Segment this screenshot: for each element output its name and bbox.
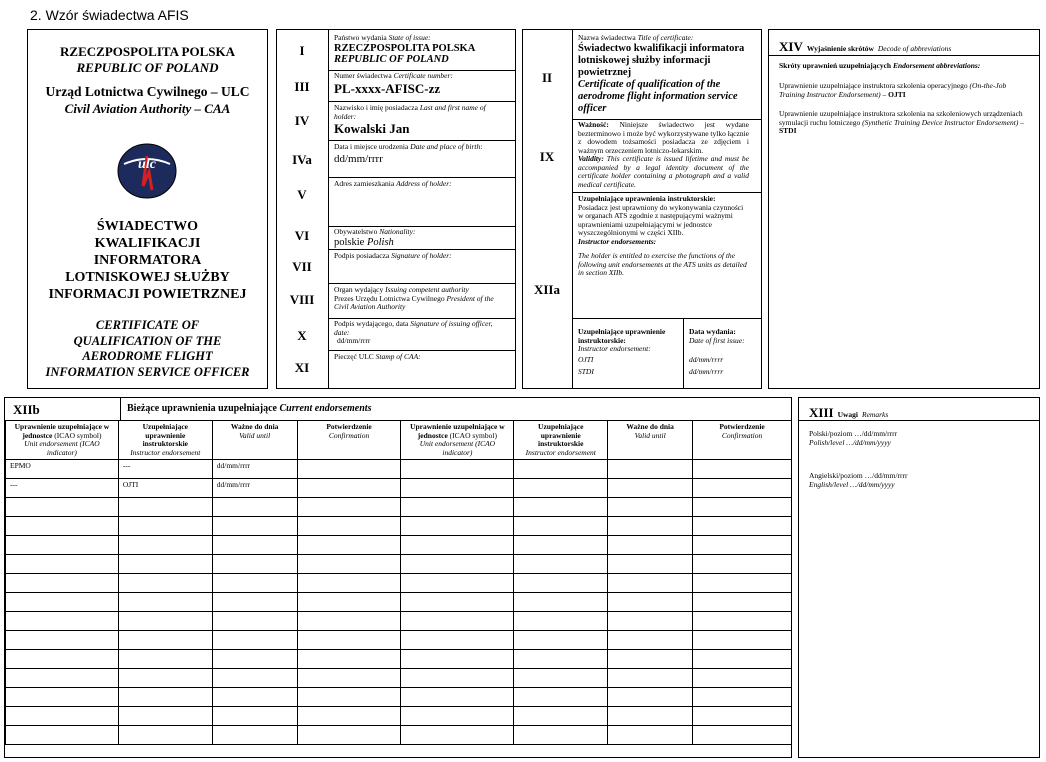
table-cell[interactable]: [693, 574, 792, 593]
table-cell[interactable]: [514, 688, 608, 707]
table-row: [6, 612, 792, 631]
remark-english: Angielski/poziom …/dd/mm/rrrr English/level …/dd/mm/yyyy: [809, 471, 908, 489]
roman-xiia: XIIa: [533, 282, 560, 297]
table-cell[interactable]: [212, 536, 297, 555]
table-row: [6, 479, 792, 498]
roman-i: I: [299, 43, 305, 58]
date-col-header: Data wydania: Date of first issue:: [689, 327, 745, 345]
table-cell[interactable]: [514, 574, 608, 593]
table-cell[interactable]: [118, 688, 212, 707]
table-cell[interactable]: [297, 669, 401, 688]
table-cell[interactable]: [6, 726, 119, 745]
table-cell[interactable]: [401, 517, 514, 536]
table-cell[interactable]: [6, 707, 119, 726]
table-cell[interactable]: [118, 650, 212, 669]
cover-panel: [27, 29, 268, 389]
table-cell[interactable]: [401, 593, 514, 612]
table-cell[interactable]: [6, 650, 119, 669]
table-cell[interactable]: [693, 479, 792, 498]
table-cell[interactable]: [297, 593, 401, 612]
table-cell[interactable]: [401, 460, 514, 479]
table-cell[interactable]: [608, 669, 693, 688]
table-cell[interactable]: [297, 498, 401, 517]
table-cell[interactable]: [608, 631, 693, 650]
table-cell[interactable]: [608, 479, 693, 498]
roman-vi: VI: [294, 228, 310, 243]
table-row: [6, 631, 792, 650]
table-cell[interactable]: [212, 688, 297, 707]
table-cell[interactable]: [118, 555, 212, 574]
remark-polish: Polski/poziom …/dd/mm/rrrr Polish/level …/dd/mm/yyyy: [809, 429, 898, 447]
roman-x: X: [297, 328, 307, 343]
table-row: [6, 574, 792, 593]
abbrev-title: XIV Wyjaśnienie skrótów Decode of abbreviations: [779, 39, 952, 54]
table-cell[interactable]: [297, 650, 401, 669]
instructor-row-1-date: dd/mm/rrrr: [689, 355, 724, 364]
ulc-logo: [116, 142, 178, 200]
table-row: [6, 707, 792, 726]
table-cell[interactable]: [6, 498, 119, 517]
column-header: Uprawnienie uzupełniające w jednostce (ICAO symbol) Unit endorsement (ICAO indicator): [401, 421, 514, 460]
roman-ii: II: [541, 70, 553, 85]
holder-panel: [276, 29, 516, 389]
table-cell[interactable]: [401, 555, 514, 574]
instructor-row-2-date: dd/mm/rrrr: [689, 367, 724, 376]
table-row: [6, 726, 792, 745]
table-cell[interactable]: ---: [118, 460, 212, 479]
table-cell[interactable]: [401, 498, 514, 517]
table-cell[interactable]: [118, 726, 212, 745]
table-cell[interactable]: [401, 536, 514, 555]
table-row: [6, 688, 792, 707]
roman-vii: VII: [292, 259, 312, 274]
title-pl: ŚWIADECTWO KWALIFIKACJI INFORMATORA LOTNISKOWEJ SŁUŻBY INFORMACJI POWIETRZNEJ: [48, 219, 247, 302]
table-cell[interactable]: [608, 707, 693, 726]
table-cell[interactable]: [212, 498, 297, 517]
column-header: Potwierdzenie Confirmation: [693, 421, 792, 460]
table-cell[interactable]: [118, 498, 212, 517]
table-cell[interactable]: [118, 669, 212, 688]
instructor-row-2: STDI: [578, 367, 594, 376]
table-cell[interactable]: [693, 460, 792, 479]
table-cell[interactable]: [6, 555, 119, 574]
table-cell[interactable]: [212, 555, 297, 574]
xiib-title: Bieżące uprawnienia uzupełniające Current endorsements: [127, 403, 372, 414]
field-validity: Ważność: Niniejsze świadectwo jest wydane bezterminowo i może być wykorzystywane tylko łącznie z dowodem tożsamości posiadacza ze zdjęciem i ważnym orzeczeniem lotniczo-lekarskim. Validity: This certificate is issued lifetime and must be accompanied by a legal identity document of the certificate holder containing a photograph and a valid medical certificate.: [578, 120, 749, 189]
table-cell[interactable]: [514, 612, 608, 631]
table-cell[interactable]: [6, 517, 119, 536]
table-cell[interactable]: [212, 574, 297, 593]
table-cell[interactable]: [693, 688, 792, 707]
column-header: Ważne do dnia Valid until: [212, 421, 297, 460]
table-row: [6, 460, 792, 479]
table-cell[interactable]: [212, 650, 297, 669]
table-cell[interactable]: [514, 460, 608, 479]
column-header: Potwierdzenie Confirmation: [297, 421, 401, 460]
authority-en: Civil Aviation Authority – CAA: [64, 101, 231, 116]
table-cell[interactable]: [514, 631, 608, 650]
roman-xi: XI: [294, 360, 310, 375]
table-cell[interactable]: [6, 631, 119, 650]
table-cell[interactable]: [118, 612, 212, 631]
table-cell[interactable]: [118, 536, 212, 555]
table-cell[interactable]: [297, 479, 401, 498]
table-cell[interactable]: [608, 517, 693, 536]
table-cell[interactable]: [514, 650, 608, 669]
table-cell[interactable]: [297, 574, 401, 593]
table-cell[interactable]: [401, 631, 514, 650]
table-cell[interactable]: [212, 669, 297, 688]
table-cell[interactable]: [401, 612, 514, 631]
page-heading: 2. Wzór świadectwa AFIS: [30, 7, 189, 23]
table-cell[interactable]: [514, 498, 608, 517]
republic-pl: RZECZPOSPOLITA POLSKA: [60, 44, 235, 59]
table-cell[interactable]: [297, 517, 401, 536]
table-cell[interactable]: [693, 650, 792, 669]
table-row: [6, 669, 792, 688]
table-cell[interactable]: [118, 517, 212, 536]
roman-viii: VIII: [289, 292, 315, 307]
table-row: [6, 498, 792, 517]
table-cell[interactable]: EPMO: [6, 460, 119, 479]
table-cell[interactable]: [514, 669, 608, 688]
table-cell[interactable]: [514, 555, 608, 574]
roman-v: V: [297, 187, 307, 202]
abbrev-item-stdi: Uprawnienie uzupełniające instruktora szkolenia na szkoleniowych urządzeniach symulacji ruchu lotniczego (Synthetic Training Device Instructor Endorsement) – STDI: [779, 109, 1024, 135]
roman-iv: IV: [294, 113, 310, 128]
table-row: [6, 593, 792, 612]
abbrev-item-ojti: Uprawnienie uzupełniające instruktora szkolenia operacyjnego (On-the-Job Training Instructor Endorsement) – OJTI: [779, 81, 1007, 99]
table-cell[interactable]: [212, 726, 297, 745]
field-issuing-signature: Podpis wydającego, data Signature of issuing officer, date: dd/mm/rrrr: [334, 319, 493, 345]
table-cell[interactable]: ---: [6, 479, 119, 498]
field-address: Adres zamieszkania Address of holder:: [334, 179, 452, 188]
endorsements-table: [5, 420, 792, 745]
table-cell[interactable]: [608, 726, 693, 745]
field-certificate-number: Numer świadectwa Certificate number: PL-xxxx-AFISC-zz: [334, 71, 453, 96]
table-cell[interactable]: [6, 536, 119, 555]
table-cell[interactable]: [6, 688, 119, 707]
table-cell[interactable]: [514, 517, 608, 536]
logo-text: ulc: [138, 157, 156, 172]
abbrev-subtitle: Skróty uprawnień uzupełniających Endorsement abbreviations:: [779, 61, 981, 70]
table-cell[interactable]: [514, 707, 608, 726]
table-cell[interactable]: [608, 593, 693, 612]
table-cell[interactable]: [693, 536, 792, 555]
table-cell[interactable]: [297, 688, 401, 707]
table-cell[interactable]: [212, 631, 297, 650]
table-cell[interactable]: [401, 574, 514, 593]
instructor-col-header: Uzupełniające uprawnienie instruktorskie: Instructor endorsement:: [578, 327, 666, 353]
roman-iva: IVa: [292, 152, 312, 167]
current-endorsements-panel: [4, 397, 792, 758]
table-cell[interactable]: [514, 536, 608, 555]
table-cell[interactable]: [693, 631, 792, 650]
table-cell[interactable]: [212, 593, 297, 612]
table-cell[interactable]: [297, 536, 401, 555]
table-cell[interactable]: [514, 479, 608, 498]
table-cell[interactable]: [118, 631, 212, 650]
remarks-title: XIII Uwagi Remarks: [809, 405, 889, 420]
table-cell[interactable]: [514, 593, 608, 612]
xiib-roman: XIIb: [13, 402, 40, 417]
table-cell[interactable]: [608, 612, 693, 631]
table-cell[interactable]: [6, 669, 119, 688]
table-cell[interactable]: [297, 707, 401, 726]
table-cell[interactable]: dd/mm/rrrr: [212, 460, 297, 479]
table-cell[interactable]: [401, 479, 514, 498]
table-cell[interactable]: [401, 688, 514, 707]
roman-ix: IX: [539, 149, 555, 164]
table-cell[interactable]: [118, 574, 212, 593]
column-header: Uprawnienie uzupełniające w jednostce (ICAO symbol) Unit endorsement (ICAO indicator): [6, 421, 119, 460]
table-cell[interactable]: [693, 726, 792, 745]
table-cell[interactable]: [608, 574, 693, 593]
table-cell[interactable]: [6, 574, 119, 593]
table-row: [6, 650, 792, 669]
table-cell[interactable]: [297, 612, 401, 631]
field-certificate-title: Nazwa świadectwa Title of certificate: Świadectwo kwalifikacji informatora lotniskowej służby informacji powietrznej Certificate of qualification of the aerodrome flight information service officer: [578, 33, 745, 114]
table-cell[interactable]: [297, 555, 401, 574]
field-instructor-endorsements: Uzupełniające uprawnienia instruktorskie: Posiadacz jest uprawniony do wykonywania czynności w organach ATS zgodnie z następującymi ważnymi uprawnieniami uzupełniającymi w jednostce wyszczególnionymi w części XIIb. Instructor endorsements: The holder is entitled to exercise the functions of the following unit endorsements at the ATS units as detailed in section XIIb.: [578, 194, 747, 277]
table-cell[interactable]: [212, 707, 297, 726]
field-holder-signature: Podpis posiadacza Signature of holder:: [334, 251, 452, 260]
column-header: Ważne do dnia Valid until: [608, 421, 693, 460]
table-cell[interactable]: [401, 669, 514, 688]
table-cell[interactable]: [514, 726, 608, 745]
table-cell[interactable]: [608, 498, 693, 517]
table-cell[interactable]: [693, 498, 792, 517]
table-cell[interactable]: [693, 555, 792, 574]
table-cell[interactable]: [608, 650, 693, 669]
remarks-panel: [798, 397, 1040, 758]
table-cell[interactable]: [297, 726, 401, 745]
republic-en: REPUBLIC OF POLAND: [76, 60, 219, 75]
table-cell[interactable]: [608, 536, 693, 555]
table-row: [6, 536, 792, 555]
table-cell[interactable]: [297, 631, 401, 650]
table-cell[interactable]: dd/mm/rrrr: [212, 479, 297, 498]
certificate-panel: [522, 29, 762, 389]
abbreviations-panel: [768, 29, 1040, 389]
table-cell[interactable]: [6, 612, 119, 631]
table-cell[interactable]: [693, 593, 792, 612]
table-cell[interactable]: OJTI: [118, 479, 212, 498]
table-cell[interactable]: [693, 517, 792, 536]
table-cell[interactable]: [608, 555, 693, 574]
table-row: [6, 517, 792, 536]
roman-iii: III: [294, 79, 310, 94]
column-header: Uzupełniające uprawnienie instruktorskie Instructor endorsement: [118, 421, 212, 460]
field-holder-name: Nazwisko i imię posiadacza Last and first name of holder: Kowalski Jan: [334, 103, 486, 136]
column-header: Uzupełniające uprawnienie instruktorskie Instructor endorsement: [514, 421, 608, 460]
field-birth-date-place: Data i miejsce urodzenia Date and place of birth: dd/mm/rrrr: [334, 142, 483, 165]
authority-pl: Urząd Lotnictwa Cywilnego – ULC: [45, 84, 250, 99]
field-caa-stamp: Pieczęć ULC Stamp of CAA:: [334, 352, 421, 361]
table-row: [6, 555, 792, 574]
instructor-row-1: OJTI: [578, 355, 594, 364]
table-cell[interactable]: [212, 517, 297, 536]
table-cell[interactable]: [212, 612, 297, 631]
table-cell[interactable]: [118, 593, 212, 612]
table-cell[interactable]: [693, 707, 792, 726]
field-state-of-issue: Państwo wydania State of issue: RZECZPOSPOLITA POLSKA REPUBLIC OF POLAND: [334, 33, 476, 65]
table-cell[interactable]: [401, 707, 514, 726]
table-cell[interactable]: [401, 650, 514, 669]
table-cell[interactable]: [693, 669, 792, 688]
table-cell[interactable]: [6, 593, 119, 612]
table-cell[interactable]: [297, 460, 401, 479]
table-cell[interactable]: [693, 612, 792, 631]
table-cell[interactable]: [608, 688, 693, 707]
table-cell[interactable]: [118, 707, 212, 726]
title-en: CERTIFICATE OF QUALIFICATION OF THE AERODROME FLIGHT INFORMATION SERVICE OFFICER: [45, 318, 250, 379]
table-cell[interactable]: [608, 460, 693, 479]
field-issuing-authority: Organ wydający Issuing competent authority Prezes Urzędu Lotnictwa Cywilnego President of the Civil Aviation Authority: [334, 285, 494, 311]
table-cell[interactable]: [401, 726, 514, 745]
field-nationality: Obywatelstwo Nationality: polskie Polish: [334, 227, 416, 248]
